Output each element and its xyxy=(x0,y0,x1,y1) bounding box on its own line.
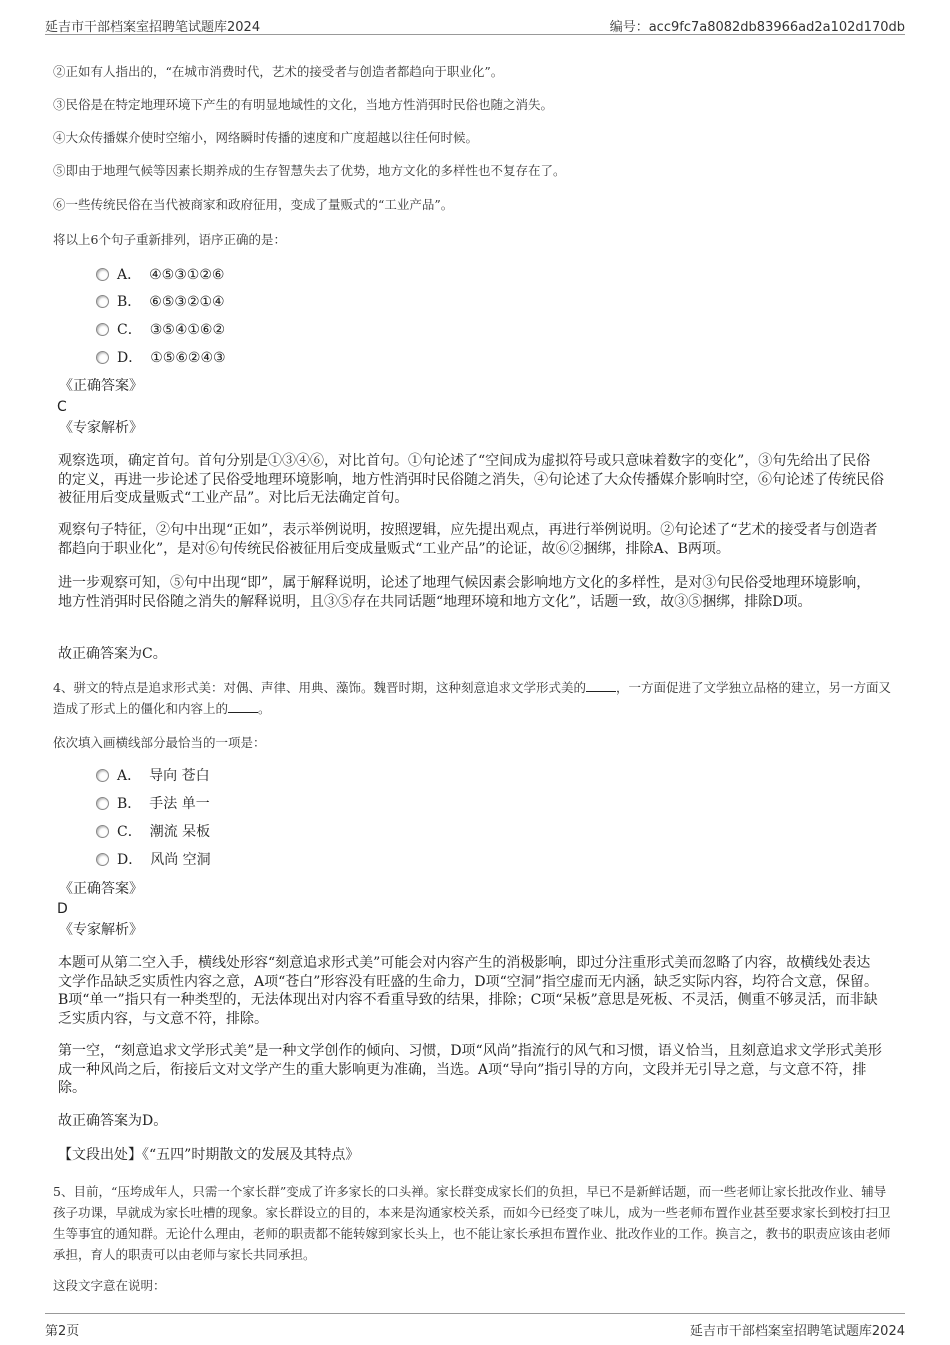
q4-source: 【文段出处】《“五四”时期散文的发展及其特点》 xyxy=(58,1147,360,1163)
footer-page-number: 第2页 xyxy=(45,1324,80,1339)
radio-icon[interactable] xyxy=(96,825,109,838)
q4-analysis-1: 本题可从第二空入手，横线处形容“刻意追求形式美”可能会对内容产生的消极影响，即过分注重形式美而忽略了内容，故横线处表达文学作品缺乏实质性内容之意，A项“苍白”形容没有旺盛的生命力，D项“空洞”指空虚而无内涵，缺乏实际内容，均符合文意，保留。B项“单一”指只有一种类型的，无法体现出对内容不看重导致的结果，排除；C项“呆板”意思是死板、不灵活，侧重不够灵活，而非缺乏实质内容，与文意不符，排除。 xyxy=(58,955,878,1027)
q3-sentence-4: ④大众传播媒介使时空缩小，网络瞬时传播的速度和广度超越以往任何时候。 xyxy=(53,130,479,145)
option-text: 手法 单一 xyxy=(149,796,210,812)
radio-icon[interactable] xyxy=(96,853,109,866)
radio-icon[interactable] xyxy=(96,769,109,782)
radio-icon[interactable] xyxy=(96,295,109,308)
option-text: ①⑤⑥②④③ xyxy=(150,350,226,366)
q3-sentence-3: ③民俗是在特定地理环境下产生的有明显地域性的文化，当地方性消弭时民俗也随之消失。 xyxy=(53,97,554,112)
q4-analysis-title: 《专家解析》 xyxy=(59,922,143,938)
q5-stem: 5、目前，“压垮成年人，只需一个家长群”变成了许多家长的口头禅。家长群变成家长们的负担，早已不是新鲜话题，而一些老师让家长批改作业、辅导孩子功课，早就成为家长吐槽的现象。家长群设立的目的，本来是沟通家校关系，而如今已经变了味儿，成为一些老师布置作业甚至要求家长到校打扫卫生等事宜的通知群。无论什么理由，老师的职责都不能转嫁到家长头上，也不能让家长承担布置作业、批改作业的工作。换言之，教书的职责应该由老师承担，育人的职责可以由老师与家长共同承担。 xyxy=(53,1184,891,1262)
radio-icon[interactable] xyxy=(96,268,109,281)
q4-analysis-2: 第一空，“刻意追求文学形式美”是一种文学创作的倾向、习惯，D项“风尚”指流行的风气和习惯，语义恰当，且刻意追求文学形式美形成一种风尚之后，衔接后文对文学产生的重大影响更为准确，当选。A项“导向”指引导的方向，文段并无引导之意，与文意不符，排除。 xyxy=(58,1043,882,1096)
q3-answer-title: 《正确答案》 xyxy=(59,378,143,394)
q3-sentence-6: ⑥一些传统民俗在当代被商家和政府征用，变成了量贩式的“工业产品”。 xyxy=(53,197,454,212)
q3-option-d[interactable] xyxy=(96,347,226,369)
q4-blank-1 xyxy=(586,691,616,692)
option-label: A． xyxy=(117,267,142,283)
option-label: B． xyxy=(117,294,142,310)
q4-stem-part1: 4、骈文的特点是追求形式美：对偶、声律、用典、藻饰。魏晋时期，这种刻意追求文学形式美的 xyxy=(53,680,586,695)
header-title: 延吉市干部档案室招聘笔试题库2024 xyxy=(45,20,261,35)
option-text: ③⑤④①⑥② xyxy=(149,322,226,338)
q3-analysis-2: 观察句子特征，②句中出现“正如”，表示举例说明，按照逻辑，应先提出观点，再进行举例说明。②句论述了“艺术的接受者与创造者都趋向于职业化”，是对⑥句传统民俗被征用后变成量贩式“工业产品”的论证，故⑥②捆绑，排除A、B两项。 xyxy=(58,522,878,557)
option-text: 风尚 空洞 xyxy=(150,852,211,868)
q3-analysis-1: 观察选项，确定首句。首句分别是①③④⑥，对比首句。①句论述了“空间成为虚拟符号或只意味着数字的变化”，③句先给出了民俗的定义，再进一步论述了民俗受地理环境影响，地方性消弭时民俗随之消失，④句论述了大众传播媒介影响时空，⑥句论述了传统民俗被征用后变成量贩式“工业产品”。对比后无法确定首句。 xyxy=(58,453,884,506)
option-text: 导向 苍白 xyxy=(149,768,210,784)
option-label: D． xyxy=(117,350,143,366)
q3-sentence-5: ⑤即由于地理气候等因素长期养成的生存智慧失去了优势，地方文化的多样性也不复存在了。 xyxy=(53,163,566,178)
option-text: ④⑤③①②⑥ xyxy=(149,267,225,283)
option-label: A． xyxy=(117,768,142,784)
q3-prompt: 将以上6个句子重新排列，语序正确的是： xyxy=(53,232,286,247)
q4-prompt: 依次填入画横线部分最恰当的一项是： xyxy=(53,735,266,750)
q3-answer: C xyxy=(57,399,67,415)
q4-stem xyxy=(53,677,898,719)
page-header xyxy=(45,10,905,35)
q4-option-d[interactable] xyxy=(96,849,211,871)
q4-stem-part2: ，一方面促进了文学独立品格的建立，另一方面又造成了形式上的僵化和内容上的 xyxy=(53,680,891,716)
q4-option-c[interactable] xyxy=(96,821,210,843)
option-text: ⑥⑤③②①④ xyxy=(149,294,225,310)
option-label: D． xyxy=(117,852,143,868)
q3-analysis-4: 故正确答案为C。 xyxy=(58,646,167,662)
header-doc-id: 编号：acc9fc7a8082db83966ad2a102d170db xyxy=(609,20,905,35)
q3-analysis-3: 进一步观察可知，⑤句中出现“即”，属于解释说明，论述了地理气候因素会影响地方文化的多样性，是对③句民俗受地理环境影响，地方性消弭时民俗随之消失的解释说明，且③⑤存在共同话题“地理环境和地方文化”，话题一致，故③⑤捆绑，排除D项。 xyxy=(58,575,871,610)
option-label: B． xyxy=(117,796,142,812)
q3-option-b[interactable] xyxy=(96,291,225,313)
q4-blank-2 xyxy=(228,712,258,713)
q4-option-a[interactable] xyxy=(96,765,210,787)
radio-icon[interactable] xyxy=(96,797,109,810)
q3-option-a[interactable] xyxy=(96,264,224,286)
page-footer xyxy=(45,1313,905,1338)
radio-icon[interactable] xyxy=(96,351,109,364)
q3-analysis-title: 《专家解析》 xyxy=(59,420,143,436)
q4-answer: D xyxy=(57,901,68,917)
q4-answer-title: 《正确答案》 xyxy=(59,881,143,897)
q5-prompt: 这段文字意在说明： xyxy=(53,1278,166,1293)
option-text: 潮流 呆板 xyxy=(149,824,211,840)
q4-stem-end: 。 xyxy=(258,701,271,716)
q4-option-b[interactable] xyxy=(96,793,210,815)
q4-analysis-3: 故正确答案为D。 xyxy=(58,1113,168,1129)
option-label: C． xyxy=(117,322,142,338)
option-label: C． xyxy=(117,824,142,840)
footer-title: 延吉市干部档案室招聘笔试题库2024 xyxy=(689,1324,905,1339)
radio-icon[interactable] xyxy=(96,323,109,336)
q3-option-c[interactable] xyxy=(96,319,225,341)
q3-sentence-2: ②正如有人指出的，“在城市消费时代，艺术的接受者与创造者都趋向于职业化”。 xyxy=(53,64,504,79)
